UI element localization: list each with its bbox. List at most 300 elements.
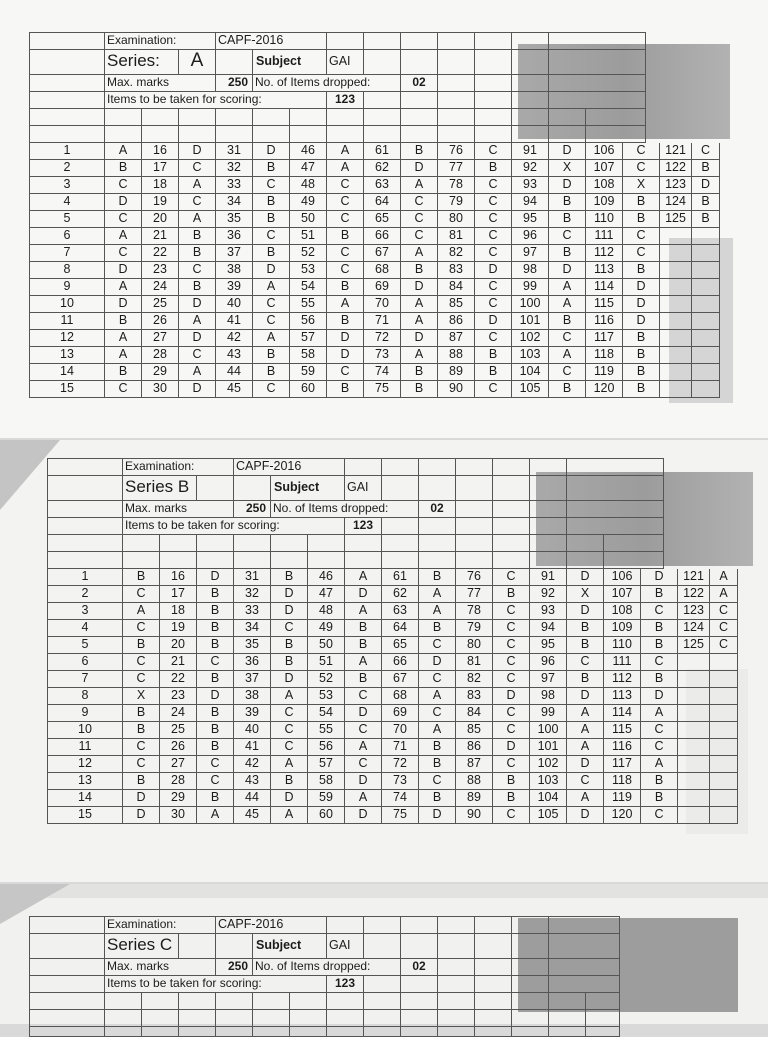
question-number: 93: [512, 177, 549, 194]
series-label: [105, 50, 179, 75]
answer-key: B: [345, 671, 382, 688]
answer-key: B: [253, 160, 290, 177]
answer-key: [692, 279, 720, 296]
max-marks-label: Max. marks: [105, 75, 216, 92]
answer-key: D: [641, 569, 678, 586]
blank-cell: [567, 459, 664, 476]
question-number: 118: [604, 773, 641, 790]
question-number: 71: [382, 739, 419, 756]
question-number: 125: [660, 211, 692, 228]
blank-cell: [142, 126, 179, 143]
blank-cell: [401, 934, 438, 959]
question-number: 74: [364, 364, 401, 381]
answer-key: C: [475, 330, 512, 347]
question-number: 39: [216, 279, 253, 296]
answer-key: [710, 739, 738, 756]
blank-cell: [105, 993, 142, 1010]
answer-key: A: [710, 569, 738, 586]
question-number: [678, 705, 710, 722]
answer-key: [710, 756, 738, 773]
blank-cell: [438, 976, 475, 993]
answer-key: B: [549, 381, 586, 398]
answer-key: A: [345, 790, 382, 807]
blank-cell: [253, 126, 290, 143]
answer-key: A: [253, 330, 290, 347]
blank-cell: [475, 50, 512, 75]
answer-key: C: [123, 756, 160, 773]
question-number: 92: [530, 586, 567, 603]
blank-cell: [456, 535, 493, 552]
question-number: 97: [512, 245, 549, 262]
question-number: 31: [216, 143, 253, 160]
answer-key: B: [271, 637, 308, 654]
question-number: 106: [604, 569, 641, 586]
answer-key: B: [123, 722, 160, 739]
blank-cell: [234, 535, 271, 552]
question-number: 53: [308, 688, 345, 705]
answer-key: B: [197, 790, 234, 807]
question-number: [678, 756, 710, 773]
answer-key: C: [493, 722, 530, 739]
answer-key: D: [623, 313, 660, 330]
question-number: 72: [364, 330, 401, 347]
answer-key: C: [345, 722, 382, 739]
question-number: [660, 364, 692, 381]
answer-key: C: [197, 756, 234, 773]
blank-cell: [179, 126, 216, 143]
answer-key: C: [493, 620, 530, 637]
question-number: 105: [530, 807, 567, 824]
answer-key: B: [623, 330, 660, 347]
question-number: 17: [142, 160, 179, 177]
question-number: 25: [160, 722, 197, 739]
answer-key: A: [549, 347, 586, 364]
blank-cell: [382, 459, 419, 476]
answer-key: B: [345, 637, 382, 654]
blank-cell: [401, 1010, 438, 1027]
question-number: 86: [438, 313, 475, 330]
blank-cell: [142, 109, 179, 126]
question-number: 4: [30, 194, 105, 211]
answer-key: D: [419, 654, 456, 671]
answer-key: D: [567, 807, 604, 824]
question-number: 82: [456, 671, 493, 688]
answer-key: B: [475, 364, 512, 381]
answer-key: A: [419, 586, 456, 603]
blank-cell: [475, 126, 512, 143]
answer-key: A: [105, 279, 142, 296]
blank-cell: [364, 109, 401, 126]
question-number: 104: [530, 790, 567, 807]
question-number: 26: [160, 739, 197, 756]
question-number: 11: [30, 313, 105, 330]
question-number: 99: [530, 705, 567, 722]
question-number: 59: [308, 790, 345, 807]
blank-cell: [438, 959, 475, 976]
question-number: 48: [308, 603, 345, 620]
answer-key: C: [123, 654, 160, 671]
question-number: 29: [142, 364, 179, 381]
question-number: 23: [142, 262, 179, 279]
blank-cell: [327, 993, 364, 1010]
answer-key: [692, 262, 720, 279]
answer-key: X: [123, 688, 160, 705]
answer-key: C: [493, 603, 530, 620]
blank-cell: [456, 552, 493, 569]
question-number: 36: [216, 228, 253, 245]
blank-cell: [290, 109, 327, 126]
blank-cell: [475, 993, 512, 1010]
blank-cell: [401, 917, 438, 934]
answer-key: C: [475, 211, 512, 228]
answer-key: C: [327, 364, 364, 381]
blank-cell: [30, 917, 105, 934]
answer-key: C: [345, 688, 382, 705]
answer-key: A: [419, 688, 456, 705]
question-number: 6: [48, 654, 123, 671]
question-number: 9: [48, 705, 123, 722]
answer-key: A: [567, 790, 604, 807]
question-number: 114: [586, 279, 623, 296]
answer-key: C: [179, 262, 216, 279]
question-number: 62: [382, 586, 419, 603]
blank-cell: [456, 501, 493, 518]
answer-key: A: [271, 807, 308, 824]
answer-key: A: [710, 586, 738, 603]
blank-cell: [512, 976, 549, 993]
question-number: 115: [604, 722, 641, 739]
question-number: 101: [512, 313, 549, 330]
blank-cell: [179, 109, 216, 126]
question-number: 1: [48, 569, 123, 586]
question-number: 117: [604, 756, 641, 773]
items-scoring-label: Items to be taken for scoring:: [105, 92, 327, 109]
answer-key: [710, 688, 738, 705]
blank-cell: [327, 109, 364, 126]
series-text: Series C: [107, 935, 173, 954]
blank-cell: [512, 92, 549, 109]
blank-cell: [364, 934, 401, 959]
question-number: 91: [530, 569, 567, 586]
question-number: 58: [290, 347, 327, 364]
question-number: 14: [30, 364, 105, 381]
answer-key: C: [123, 739, 160, 756]
max-marks-label: Max. marks: [105, 959, 216, 976]
question-number: 121: [660, 143, 692, 160]
answer-key: [710, 790, 738, 807]
answer-key: D: [105, 296, 142, 313]
question-number: 101: [530, 739, 567, 756]
answer-rows: [48, 569, 729, 824]
question-number: 67: [382, 671, 419, 688]
answer-key: D: [567, 603, 604, 620]
answer-key: D: [692, 177, 720, 194]
answer-key-sheet-series-a: [0, 0, 768, 438]
answer-key: B: [692, 160, 720, 177]
question-number: 73: [382, 773, 419, 790]
question-number: 60: [290, 381, 327, 398]
max-marks-label: Max. marks: [123, 501, 234, 518]
question-number: 25: [142, 296, 179, 313]
question-number: 64: [364, 194, 401, 211]
answer-key: C: [327, 194, 364, 211]
question-number: [660, 262, 692, 279]
answer-key: B: [623, 194, 660, 211]
answer-key: B: [419, 620, 456, 637]
answer-key: C: [475, 279, 512, 296]
blank-cell: [475, 109, 512, 126]
answer-key: D: [105, 262, 142, 279]
question-number: [660, 313, 692, 330]
blank-cell: [30, 993, 105, 1010]
question-number: 84: [456, 705, 493, 722]
blank-cell: [253, 993, 290, 1010]
blank-cell: [438, 993, 475, 1010]
question-number: 102: [530, 756, 567, 773]
blank-cell: [419, 518, 456, 535]
answer-key: B: [327, 381, 364, 398]
page-edge: [0, 884, 768, 898]
blank-cell: [475, 1027, 512, 1037]
answer-key: [692, 364, 720, 381]
question-number: 10: [30, 296, 105, 313]
answer-key: B: [401, 364, 438, 381]
answer-key: [692, 245, 720, 262]
answer-key: A: [105, 347, 142, 364]
answer-key: B: [419, 569, 456, 586]
blank-cell: [308, 535, 345, 552]
items-scoring-label: Items to be taken for scoring:: [105, 976, 327, 993]
series-text: Series:: [107, 51, 160, 70]
blank-cell: [105, 126, 142, 143]
question-number: 5: [48, 637, 123, 654]
answer-key: B: [123, 773, 160, 790]
answer-key: A: [401, 245, 438, 262]
blank-cell: [604, 535, 664, 552]
answer-key: B: [197, 603, 234, 620]
answer-key: A: [105, 330, 142, 347]
answer-key: C: [253, 313, 290, 330]
question-number: [660, 296, 692, 313]
answer-key: C: [197, 654, 234, 671]
question-number: 2: [48, 586, 123, 603]
blank-cell: [364, 126, 401, 143]
answer-key: C: [623, 160, 660, 177]
blank-cell: [475, 959, 512, 976]
subject-label: Subject: [253, 934, 327, 959]
items-scoring-value: 123: [327, 92, 364, 109]
answer-key: C: [475, 177, 512, 194]
blank-cell: [30, 126, 105, 143]
answer-key: D: [123, 790, 160, 807]
answer-key: D: [401, 330, 438, 347]
answer-key: D: [271, 790, 308, 807]
question-number: 80: [456, 637, 493, 654]
question-number: [660, 279, 692, 296]
answer-key: B: [197, 705, 234, 722]
blank-cell: [493, 518, 530, 535]
question-number: 39: [234, 705, 271, 722]
answer-key: B: [692, 211, 720, 228]
question-number: 18: [142, 177, 179, 194]
blank-cell: [567, 552, 604, 569]
answer-key: A: [271, 688, 308, 705]
answer-key: B: [197, 620, 234, 637]
answer-key: C: [271, 739, 308, 756]
question-number: 24: [160, 705, 197, 722]
answer-key: C: [271, 620, 308, 637]
blank-cell: [30, 976, 105, 993]
blank-cell: [512, 959, 549, 976]
answer-key: A: [641, 756, 678, 773]
blank-cell: [364, 92, 401, 109]
answer-rows: [30, 143, 711, 398]
answer-key: A: [567, 722, 604, 739]
answer-key: D: [549, 262, 586, 279]
blank-cell: [327, 917, 364, 934]
answer-key: A: [419, 603, 456, 620]
answer-key: D: [475, 313, 512, 330]
answer-key: D: [475, 262, 512, 279]
blank-cell: [549, 1027, 586, 1037]
blank-cell: [30, 92, 105, 109]
blank-cell: [530, 501, 567, 518]
question-number: 94: [512, 194, 549, 211]
answer-key: A: [345, 603, 382, 620]
answer-key: D: [567, 569, 604, 586]
question-number: 40: [234, 722, 271, 739]
answer-key: C: [419, 773, 456, 790]
question-number: 122: [678, 586, 710, 603]
answer-key: A: [345, 739, 382, 756]
answer-key: C: [123, 671, 160, 688]
answer-key: B: [493, 586, 530, 603]
answer-key: B: [549, 313, 586, 330]
question-number: [660, 245, 692, 262]
blank-cell: [438, 92, 475, 109]
blank-cell: [512, 1027, 549, 1037]
answer-key: D: [493, 739, 530, 756]
question-number: 88: [438, 347, 475, 364]
answer-key: C: [641, 807, 678, 824]
blank-cell: [30, 1027, 105, 1037]
blank-cell: [48, 501, 123, 518]
blank-cell: [364, 1010, 401, 1027]
question-number: 18: [160, 603, 197, 620]
blank-cell: [549, 959, 620, 976]
answer-key: C: [271, 705, 308, 722]
blank-cell: [530, 459, 567, 476]
answer-key: B: [105, 160, 142, 177]
answer-key: C: [327, 245, 364, 262]
answer-key: A: [401, 177, 438, 194]
question-number: 21: [142, 228, 179, 245]
blank-cell: [30, 109, 105, 126]
blank-cell: [401, 109, 438, 126]
question-number: 47: [290, 160, 327, 177]
examination-label: Examination:: [105, 917, 216, 934]
question-number: 114: [604, 705, 641, 722]
answer-key: C: [253, 228, 290, 245]
answer-key: D: [493, 688, 530, 705]
answer-key: C: [549, 330, 586, 347]
question-number: 85: [438, 296, 475, 313]
subject-label: Subject: [271, 476, 345, 501]
answer-key: B: [567, 671, 604, 688]
answer-key-sheet-series-c: [0, 884, 768, 1024]
question-number: 87: [456, 756, 493, 773]
blank-cell: [512, 50, 549, 75]
answer-key: B: [179, 245, 216, 262]
answer-key: B: [549, 194, 586, 211]
answer-key: C: [123, 586, 160, 603]
blank-cell: [327, 1027, 364, 1037]
question-number: 42: [234, 756, 271, 773]
answer-key: [710, 773, 738, 790]
answer-key: D: [401, 160, 438, 177]
blank-cell: [401, 1027, 438, 1037]
blank-cell: [216, 50, 253, 75]
answer-key: A: [401, 313, 438, 330]
blank-cell: [160, 535, 197, 552]
answer-key: C: [253, 381, 290, 398]
blank-cell: [549, 934, 620, 959]
blank-cell: [530, 535, 567, 552]
answer-key: D: [179, 330, 216, 347]
answer-key: B: [692, 194, 720, 211]
question-number: 34: [216, 194, 253, 211]
question-number: 78: [438, 177, 475, 194]
answer-key: C: [641, 722, 678, 739]
question-number: 84: [438, 279, 475, 296]
answer-key: C: [253, 177, 290, 194]
answer-key: B: [401, 381, 438, 398]
answer-key: D: [345, 705, 382, 722]
question-number: 67: [364, 245, 401, 262]
blank-cell: [512, 33, 549, 50]
answer-key: A: [549, 279, 586, 296]
answer-key: B: [179, 279, 216, 296]
exam-name: CAPF-2016: [234, 459, 345, 476]
blank-cell: [475, 33, 512, 50]
blank-cell: [475, 976, 512, 993]
question-number: [660, 330, 692, 347]
answer-key: A: [401, 296, 438, 313]
answer-key: B: [253, 364, 290, 381]
answer-key: D: [623, 296, 660, 313]
question-number: 28: [160, 773, 197, 790]
blank-cell: [345, 552, 382, 569]
blank-cell: [604, 552, 664, 569]
answer-key: C: [623, 228, 660, 245]
blank-cell: [456, 476, 493, 501]
blank-cell: [364, 33, 401, 50]
question-number: 22: [142, 245, 179, 262]
answer-key: C: [641, 654, 678, 671]
question-number: 14: [48, 790, 123, 807]
answer-key: B: [271, 654, 308, 671]
blank-cell: [290, 126, 327, 143]
question-number: 15: [48, 807, 123, 824]
blank-cell: [567, 518, 664, 535]
blank-cell: [401, 993, 438, 1010]
answer-key: A: [123, 603, 160, 620]
answer-key: [710, 807, 738, 824]
question-number: 103: [530, 773, 567, 790]
answer-key: B: [105, 364, 142, 381]
answer-key: C: [475, 143, 512, 160]
answer-key: B: [197, 586, 234, 603]
